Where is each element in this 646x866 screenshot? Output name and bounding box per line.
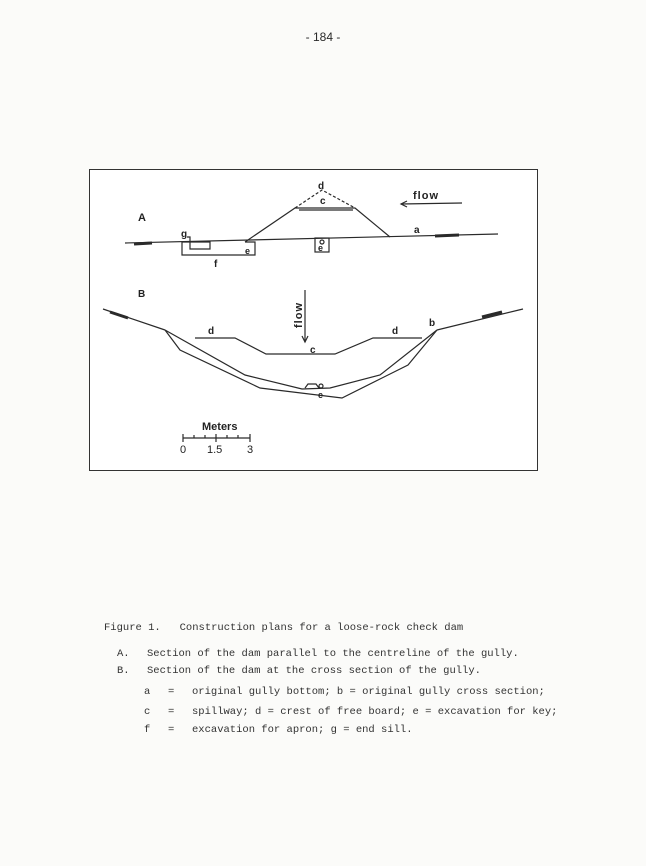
figure-label: Figure 1. bbox=[104, 622, 161, 634]
legend-key: f bbox=[144, 724, 151, 736]
b-label-b: b bbox=[429, 318, 436, 329]
page-number: - 184 - bbox=[305, 30, 341, 44]
b-gully-bottom bbox=[165, 330, 437, 389]
b-flow-label: flow bbox=[293, 302, 305, 328]
b-outer-excavation bbox=[165, 330, 437, 398]
figure-caption-title bbox=[104, 622, 463, 634]
b-ground-right bbox=[437, 309, 523, 330]
caption-item-text: Section of the dam parallel to the centreline of the gully. bbox=[147, 648, 519, 660]
b-label-d-left: d bbox=[208, 326, 215, 337]
a-label-f: f bbox=[214, 259, 218, 270]
b-label-e: e bbox=[318, 390, 324, 400]
dam-diagram bbox=[90, 170, 539, 472]
b-label-c: c bbox=[310, 345, 316, 356]
legend-line-c bbox=[144, 706, 557, 718]
a-label-c: c bbox=[320, 196, 326, 207]
legend-equals: = bbox=[168, 686, 175, 698]
b-crest-and-spillway bbox=[195, 338, 422, 354]
figure-title: Construction plans for a loose-rock check dam bbox=[179, 622, 464, 634]
caption-item-key: A. bbox=[117, 648, 130, 660]
legend-key: c bbox=[144, 706, 151, 718]
caption-item-a bbox=[117, 648, 519, 660]
b-key-marker bbox=[319, 384, 323, 388]
caption-item-b bbox=[117, 665, 481, 677]
legend-equals: = bbox=[168, 724, 175, 736]
a-label-a: a bbox=[414, 225, 420, 236]
legend-text: original gully bottom; b = original gully cross section; bbox=[192, 686, 545, 698]
scale-label-3: 3 bbox=[247, 444, 254, 456]
caption-item-key: B. bbox=[117, 665, 130, 677]
legend-text: spillway; d = crest of free board; e = excavation for key; bbox=[192, 706, 558, 718]
b-hatch-left bbox=[110, 312, 128, 318]
b-key-excavation bbox=[305, 384, 319, 388]
legend-line-f bbox=[144, 724, 413, 736]
legend-equals: = bbox=[168, 706, 175, 718]
legend-key: a bbox=[144, 686, 151, 698]
a-label-d: d bbox=[318, 181, 325, 192]
panel-a-label: A bbox=[138, 212, 146, 224]
a-ground-hatch-left bbox=[134, 243, 152, 244]
legend-text: excavation for apron; g = end sill. bbox=[192, 724, 413, 736]
scale-label-0: 0 bbox=[180, 444, 187, 456]
b-label-d-right: d bbox=[392, 326, 399, 337]
scale-bar-title: Meters bbox=[202, 421, 238, 433]
scale-label-1-5: 1.5 bbox=[207, 444, 223, 456]
legend-line-a bbox=[144, 686, 545, 698]
panel-b-label: B bbox=[138, 289, 146, 300]
a-label-e-apron: e bbox=[245, 246, 251, 256]
a-ground-hatch-right bbox=[435, 235, 459, 236]
a-flow-arrow bbox=[401, 203, 462, 204]
caption-item-text: Section of the dam at the cross section of the gully. bbox=[147, 665, 481, 677]
a-label-g: g bbox=[181, 229, 188, 240]
a-label-e-key: e bbox=[318, 243, 324, 253]
figure-frame bbox=[89, 169, 538, 471]
a-flow-label: flow bbox=[413, 190, 439, 202]
